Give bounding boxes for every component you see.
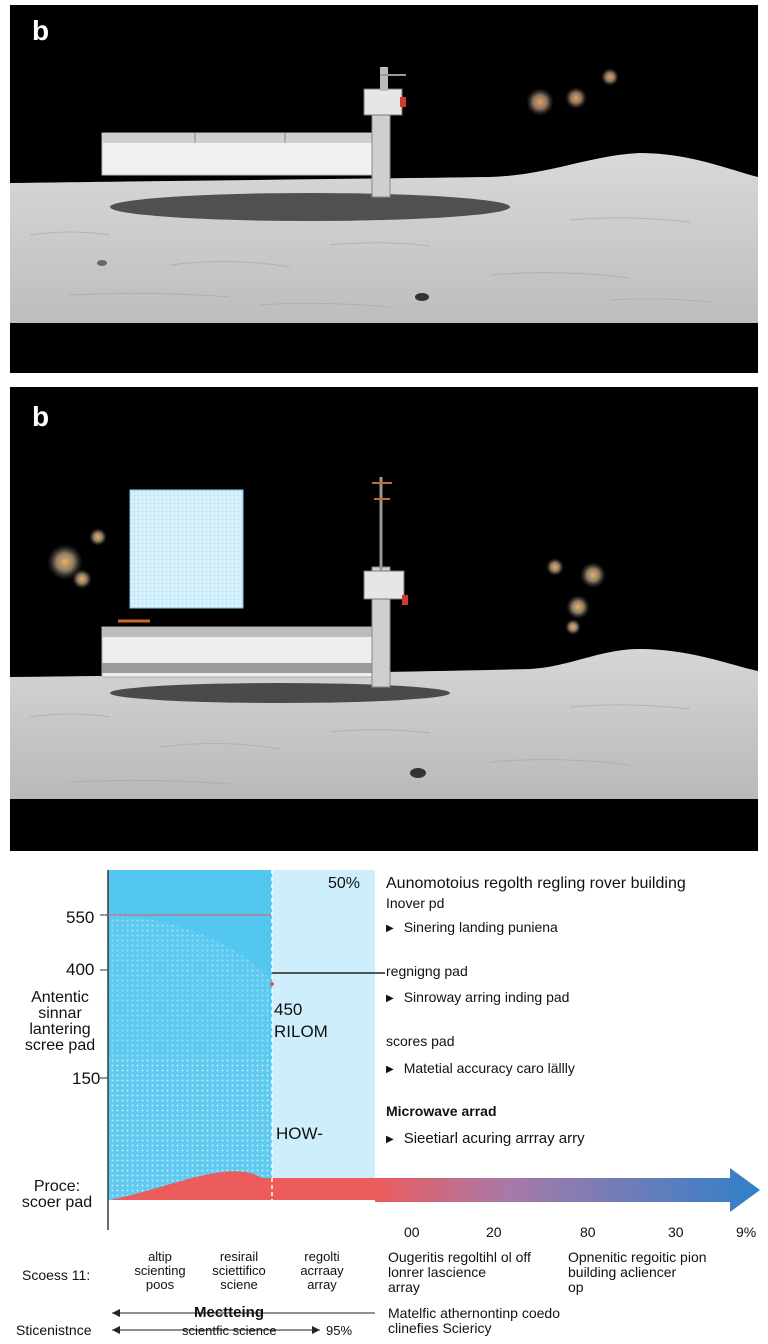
lunar-scene-panel-bottom bbox=[10, 387, 758, 851]
arrow-tick-2: 20 bbox=[486, 1224, 502, 1240]
arrow-tick-1: 00 bbox=[404, 1224, 420, 1240]
bottom-col-5: Opnenitic regoitic pion building acliencer op bbox=[568, 1249, 707, 1295]
right-bullet-2: ▶ Sinroway arring inding pad bbox=[386, 989, 569, 1005]
right-header-1: regnigng pad bbox=[386, 963, 468, 979]
top-right-percent: 50% bbox=[328, 875, 361, 892]
mid-how: HOW- bbox=[276, 1124, 323, 1143]
footer-right: Matelfic athernontinp coedo clinefies Sciericy bbox=[388, 1305, 560, 1336]
left-label-lower: Proce: scoer pad bbox=[21, 1178, 93, 1211]
arrow-tick-3: 80 bbox=[580, 1224, 596, 1240]
right-bullet-3: ▶ Matetial accuracy caro lällly bbox=[386, 1060, 575, 1076]
y-tick-150: 150 bbox=[72, 1069, 101, 1088]
stice-left-label: Sticenistnce bbox=[16, 1322, 92, 1338]
progress-arrow bbox=[375, 1168, 760, 1212]
arrow-tick-4: 30 bbox=[668, 1224, 684, 1240]
left-label-upper: Antentic sinnar lantering scree pad bbox=[24, 989, 96, 1054]
right-header-2: scores pad bbox=[386, 1033, 455, 1049]
y-tick-550: 550 bbox=[66, 908, 95, 927]
right-subtitle: Inover pd bbox=[386, 895, 445, 911]
stice-percent: 95% bbox=[326, 1323, 353, 1338]
lunar-surface-illustration-detailed bbox=[10, 387, 758, 851]
mid-value: 450 bbox=[274, 1000, 303, 1019]
bottom-col-3: regolti acrraay array bbox=[300, 1249, 344, 1292]
y-tick-400: 400 bbox=[66, 960, 95, 979]
lunar-scene-panel-top bbox=[10, 5, 758, 373]
bottom-row-label: Scoess 11: bbox=[22, 1267, 91, 1283]
stice-mid-label: scientfic science bbox=[182, 1323, 277, 1338]
arrow-tick-5: 9% bbox=[736, 1224, 757, 1240]
right-title: Aunomotoius regolth regling rover building bbox=[386, 875, 686, 892]
lunar-surface-illustration bbox=[10, 5, 758, 373]
panel-letter-top: b bbox=[32, 15, 50, 46]
meeting-label: Mectteing bbox=[194, 1304, 265, 1321]
right-bullet-1: ▶ Sinering landing puniena bbox=[386, 919, 558, 935]
bottom-col-2: resirail sciettifico sciene bbox=[212, 1249, 266, 1292]
right-header-3: Microwave arrad bbox=[386, 1103, 497, 1119]
panel-letter-bottom: b bbox=[32, 401, 50, 432]
right-bullet-4: ▶ Sieetiarl acuring arrray arry bbox=[386, 1130, 585, 1147]
mid-unit: RILOM bbox=[274, 1022, 328, 1041]
bottom-col-1: altip scienting poos bbox=[134, 1249, 186, 1292]
process-diagram bbox=[0, 858, 768, 1344]
bottom-col-4: Ougeritis regoltihl ol off lonrer lascience array bbox=[388, 1249, 531, 1295]
